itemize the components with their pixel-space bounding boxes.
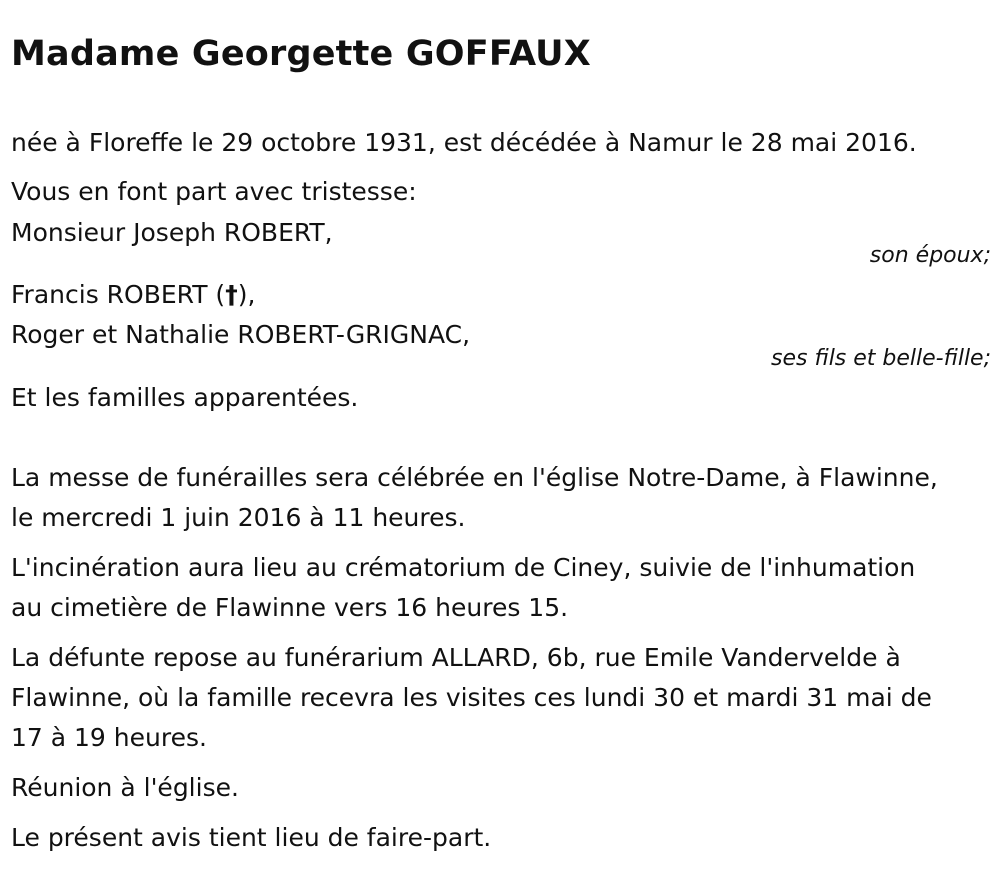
relatives-line: Et les familles apparentées.: [11, 383, 359, 412]
visitation-line-3: 17 à 19 heures.: [11, 723, 207, 752]
deceased-name-title: Madame Georgette GOFFAUX: [11, 34, 591, 74]
spouse-name: Monsieur Joseph ROBERT,: [11, 218, 333, 247]
children-relation: ses fils et belle-fille;: [771, 346, 991, 371]
son-francis-suffix: ),: [237, 280, 256, 309]
visitation-line-2: Flawinne, où la famille recevra les visites ces lundi 30 et mardi 31 mai de: [11, 683, 932, 712]
son-roger-nathalie: Roger et Nathalie ROBERT-GRIGNAC,: [11, 320, 471, 349]
visitation-line-1: La défunte repose au funérarium ALLARD, 6b, rue Emile Vandervelde à: [11, 643, 901, 672]
cremation-line-1: L'incinération aura lieu au crématorium de Ciney, suivie de l'inhumation: [11, 553, 916, 582]
cross-icon: †: [225, 280, 238, 309]
mass-line-2: le mercredi 1 juin 2016 à 11 heures.: [11, 503, 466, 532]
spouse-relation: son époux;: [869, 243, 991, 268]
son-francis-line: [11, 280, 255, 310]
church-meeting: Réunion à l'église.: [11, 773, 239, 802]
mass-line-1: La messe de funérailles sera célébrée en l'église Notre-Dame, à Flawinne,: [11, 463, 938, 492]
announcement-intro: Vous en font part avec tristesse:: [11, 177, 417, 206]
closing-note: Le présent avis tient lieu de faire-part.: [11, 823, 492, 852]
son-francis-name: Francis ROBERT (: [11, 280, 226, 309]
cremation-line-2: au cimetière de Flawinne vers 16 heures 15.: [11, 593, 569, 622]
birth-death-statement: née à Floreffe le 29 octobre 1931, est décédée à Namur le 28 mai 2016.: [11, 128, 917, 157]
